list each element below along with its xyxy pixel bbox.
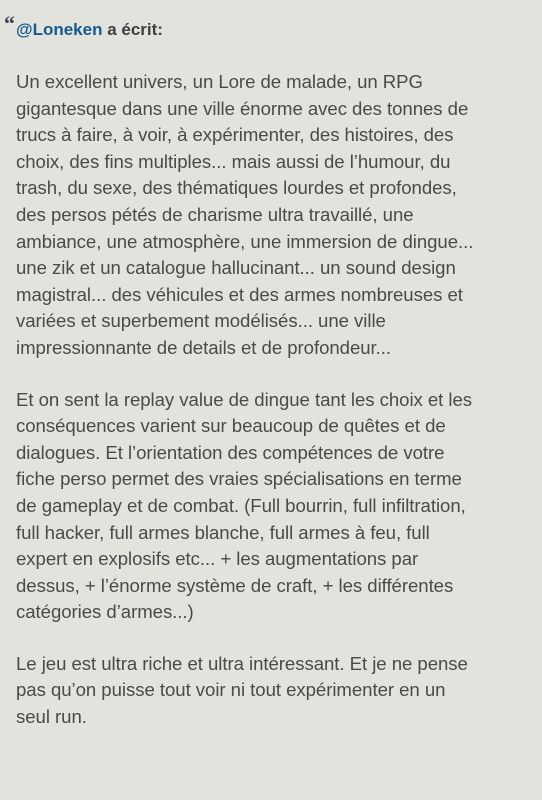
quote-line: trash, du sexe, des thématiques lourdes et profondes, [16, 177, 457, 199]
quote-line: Le jeu est ultra riche et ultra intéressant. Et je ne pense [16, 652, 468, 674]
quote-line: dialogues. Et l’orientation des compétences de votre [16, 441, 445, 463]
quote-line: expert en explosifs etc... + les augmentations par [16, 548, 419, 570]
quote-paragraph-2 [16, 387, 542, 626]
quote-line: catégories d’armes...) [16, 601, 194, 623]
quote-paragraph-3 [16, 651, 542, 731]
quote-line: fiche perso permet des vraies spécialisations en terme [16, 468, 462, 490]
quote-line: pas qu’on puisse tout voir ni tout expérimenter en un [16, 679, 446, 701]
quote-line: magistral... des véhicules et des armes nombreuses et [16, 283, 463, 305]
quote-line: conséquences varient sur beaucoup de quêtes et de [16, 415, 446, 437]
quote-line: impressionnante de details et de profondeur... [16, 336, 391, 358]
quote-line: ambiance, une atmosphère, une immersion de dingue... [16, 230, 474, 252]
quote-line: des persos pétés de charisme ultra travaillé, une [16, 203, 414, 225]
quote-line: choix, des fins multiples... mais aussi de l’humour, du [16, 150, 451, 172]
quote-author-link[interactable]: @Loneken [16, 20, 103, 39]
quote-header [16, 19, 163, 41]
quote-paragraph-1 [16, 69, 542, 362]
quote-mark-icon: “ [4, 11, 15, 36]
quote-line: Un excellent univers, un Lore de malade, un RPG [16, 71, 423, 92]
quote-body [16, 69, 542, 756]
quote-line: une zik et un catalogue hallucinant... un sound design [16, 257, 456, 279]
quote-line: gigantesque dans une ville énorme avec des tonnes de [16, 97, 469, 119]
quote-line: de gameplay et de combat. (Full bourrin, full infiltration, [16, 494, 466, 516]
quote-line: variées et superbement modélisés... une ville [16, 310, 386, 332]
quote-line: full hacker, full armes blanche, full armes à feu, full [16, 521, 430, 543]
quote-line: trucs à faire, à voir, à expérimenter, des histoires, des [16, 124, 454, 146]
quote-line: seul run. [16, 706, 87, 728]
quote-wrote-label: a écrit: [102, 20, 163, 39]
quote-line: dessus, + l’énorme système de craft, + les différentes [16, 574, 454, 596]
quote-line: Et on sent la replay value de dingue tant les choix et les [16, 388, 473, 410]
